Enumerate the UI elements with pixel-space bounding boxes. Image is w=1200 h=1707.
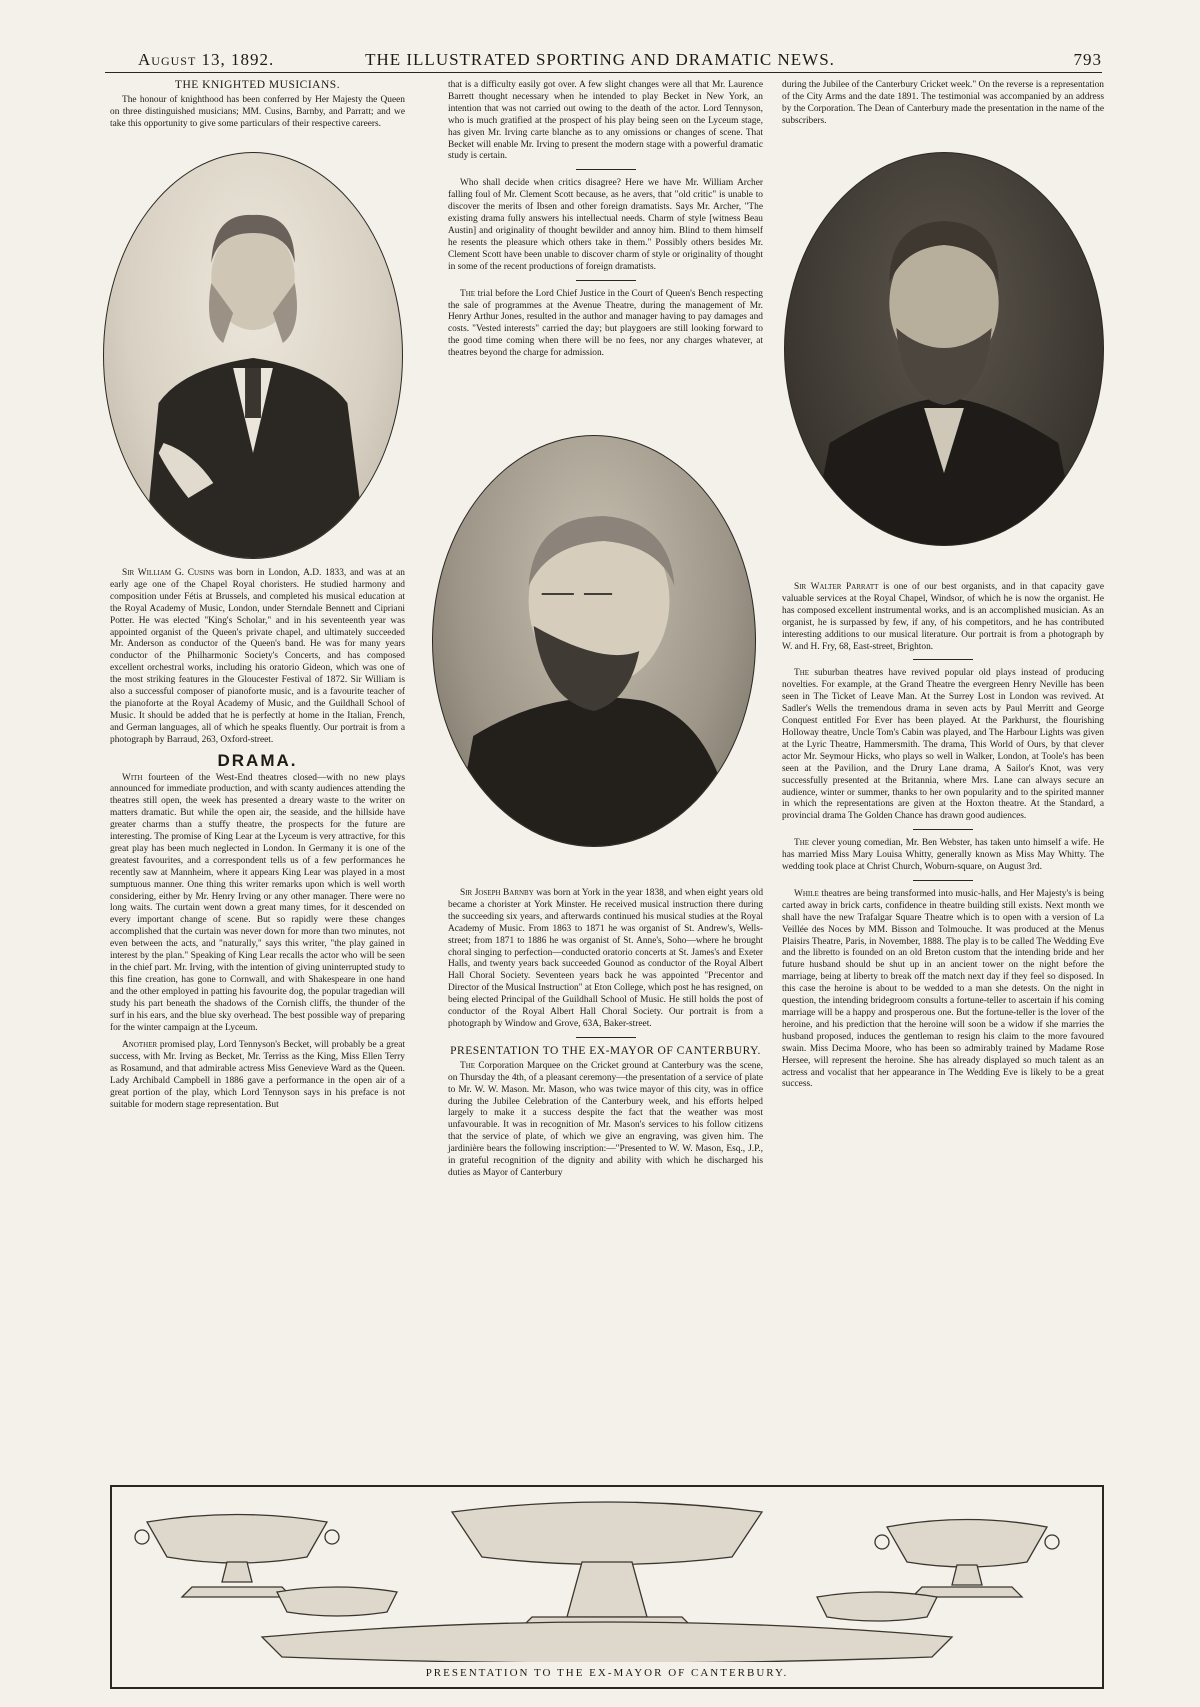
plate-engraving — [112, 1487, 1102, 1662]
column-c-lower — [782, 582, 1104, 1097]
presentation-heading: PRESENTATION TO THE EX-MAYOR OF CANTERBURY. — [450, 1044, 761, 1057]
issue-date: August 13, 1892. — [138, 50, 275, 69]
drama-p2-lead: Another — [122, 1040, 158, 1051]
column-divider — [576, 1037, 636, 1038]
portrait-cusins — [103, 152, 403, 559]
trial-paragraph — [448, 289, 763, 360]
parratt-bio — [782, 582, 1104, 653]
column-b-upper — [448, 80, 763, 366]
critics-paragraph: Who shall decide when critics disagree? Here we have Mr. William Archer falling foul of Mr. Clement Scott because, as he avers, that "old critic" is unable to discover the merits of Ibsen and other foreign dramatists. Says Mr. Archer, "The existing drama fully answers his intellectual needs. Charm of style [witness Beau Austin] and originality of thought bewilder and annoy him. Blind to them himself he resents the pleasure which others take in them." Possibly others besides Mr. Clement Scott have been unable to discover charm of style or originality of thought in some of the recent productions of foreign dramatists. — [448, 178, 763, 272]
parratt-name: Sir Walter Parratt — [794, 582, 879, 592]
becket-continued: that is a difficulty easily got over. A few slight changes were all that Mr. Laurence Barrett thought necessary when he intended to play Becket in New York, an intention that was not carried out owing to the death of the actor. Lord Tennyson, who is much gratified at the prospect of his play being seen on the Lyceum stage, has given Mr. Irving carte blanche as to any omissions or changes of scene. That Becket will enable Mr. Irving to present the modern stage with a powerful dramatic study is certain. — [448, 80, 763, 162]
cusins-name: Sir William G. Cusins — [122, 568, 215, 578]
webster-lead: The — [794, 838, 810, 849]
suburban-lead: The — [794, 668, 810, 679]
webster-body: clever young comedian, Mr. Ben Webster, has taken unto himself a wife. He has married Miss Mary Louisa Whitty, generally known as Miss May Whitty. The wedding took place at Christ Church, Woburn-square, on August 3rd. — [782, 838, 1104, 873]
barnby-name: Sir Joseph Barnby — [460, 888, 534, 898]
presentation-paragraph — [448, 1061, 763, 1180]
cusins-bio — [110, 568, 405, 747]
webster-paragraph — [782, 838, 1104, 874]
wedding-eve-paragraph — [782, 889, 1104, 1091]
parratt-body: is one of our best organists, and in that capacity gave valuable services at the Royal Chapel, Windsor, of which he is now the organist. He has composed excellent instrumental works, and is an accomplished musician. As an organist, he is surpassed by few, if any, of his competitors, and he has contributed interesting additions to our musical literature. Our portrait is from a photograph by W. and H. Fry, 68, East-street, Brighton. — [782, 582, 1104, 652]
knighted-intro: The honour of knighthood has been conferred by Her Majesty the Queen on three distinguished musicians; MM. Cusins, Barnby, and Parratt; and we take this opportunity to give some particulars of their respective careers. — [110, 94, 405, 129]
suburban-paragraph — [782, 668, 1104, 823]
suburban-body: suburban theatres have revived popular old plays instead of producing novelties. For example, at the Grand Theatre the evergreen Henry Neville has been seen in The Ticket of Leave Man. At the Surrey Lost in London was revived. At Sadler's Wells the tremendous drama in seven acts by Paul Merritt and George Conquest entitled For Ever has been played. At the Parkhurst, the flourishing Holloway theatre, Uncle Tom's Cabin was played, and The Harbour Lights was given at the Lyric Theatre, Hammersmith. The drama, This World of Ours, by that clever actor Mr. Seymour Hicks, who plays so well in Walker, London, at Toole's has been seen at the Pavilion, and the Drury Lane drama, A Sailor's Knot, was very successfully presented at the Britannia, where Mrs. Lane can always secure an audience, winter or summer, thanks to her own popularity and to the spirited manner in which the representations are given at the Hoxton theatre. At the Standard, a provincial drama The Golden Chance has drawn good audiences. — [782, 668, 1104, 822]
publication-title: THE ILLUSTRATED SPORTING AND DRAMATIC NEWS. — [365, 50, 835, 69]
drama-p1-body: fourteen of the West-End theatres closed—with no new plays announced for immediate production, and with scanty audiences attending the theatres still open, the week has presented a dreary waste to the writer on matters dramatic. But while the open air, the seaside, and the hillside have greater charms than a stuffy theatre, the prospects for the future are interesting. The promise of King Lear at the Lyceum is very attractive, for this great play has been much neglected in London. In Germany it is one of the greatest favourites, and a correspondent tells us of a few performances he recently saw at Mannheim, where it appears King Lear was played in a most sumptuous manner. One thing this writer remarks upon which is well worth considering, either by Mr. Henry Irving or any other manager. There were no long waits. The curtain went down a great many times, for it descended on every important change of scene. But so rapidly were these changes accomplished that the curtain was never down for more than two minutes, not even between the acts, and "naturally," says this writer, "the play gained in interest by the plan." Speaking of King Lear recalls the actor who will be seen in the chief part. Mr. Irving, with the intention of giving uninterrupted study to this fine creation, has gone to Cornwall, and with Shakespeare in one hand and the other employed in patting his favourite dog, the popular tragedian will study his part beneath the shadows of the Cornish cliffs, the thunder of the surf in his ears, and the blue sky overhead. The best possible way of preparing for the winter campaign at the Lyceum. — [110, 772, 405, 1033]
trial-lead: The — [460, 288, 476, 299]
wedding-eve-body: theatres are being transformed into music-halls, and Her Majesty's is being carted away in brick carts, confidence in theatre building still exists. Next month we shall have the new Trafalgar Square Theatre which is to open with a version of La Veillée des Noces by MM. Bisson and Tolmouche. It was produced at the Menus Plaisirs Theatre, Paris, in November, 1888. The play is to be called The Wedding Eve and the libretto is founded on an old Breton custom that the intending bride and her future husband should be shut up in an ancient tower on the night before the marriage, being at liberty to break off the match next day if they feel so disposed. In this case the heroine is about to be wedded to a man she detests. On the night in question, the intending bridegroom consults a fortune-teller to ascertain if his coming marriage will be a happy and prosperous one. But the fortune-teller is the lover of the heroine, and his prediction that the heroine will soon be a widow if she marries the husband proposed, induces the gentleman to resign his claim to the more favoured swain. Miss Decima Moore, who has been so admirably trained by Madame Rose Hersee, will represent the heroine. She has already displayed so much talent as an actress and vocalist that her appearance in The Wedding Eve is likely to be a great success. — [782, 888, 1104, 1090]
column-b-lower — [448, 888, 763, 1186]
drama-paragraph-2 — [110, 1040, 405, 1111]
column-c-upper — [782, 80, 1104, 134]
drama-p1-lead: With — [122, 772, 143, 783]
header-rule — [105, 72, 1102, 73]
presentation-body: Corporation Marquee on the Cricket ground at Canterbury was the scene, on Thursday the 4th, of a pleasant ceremony—the presentation of a service of plate to Mr. W. W. Mason. Mr. Mason, who was twice mayor of this city, was in office during the Jubilee Celebration of the Canterbury week, and his efforts helped largely to make it a success despite the fact that the weather was most unfavourable. It was in recognition of Mr. Mason's services to his follow citizens that the service of plate, of which we give an engraving, was given him. The jardinière bears the following inscription:—"Presented to W. W. Mason, Esq., J.P., in grateful recognition of the dignity and ability with which he discharged his duties as Mayor of Canterbury — [448, 1060, 763, 1178]
drama-paragraph-1 — [110, 773, 405, 1035]
column-divider — [913, 659, 973, 660]
wedding-eve-lead: While — [794, 888, 819, 899]
column-divider — [576, 169, 636, 170]
column-divider — [913, 829, 973, 830]
knighted-heading: THE KNIGHTED MUSICIANS. — [174, 79, 341, 91]
trial-body: trial before the Lord Chief Justice in the Court of Queen's Bench respecting the sale of programmes at the Avenue Theatre, during the management of Mr. Henry Arthur Jones, resulted in the author and manager having to pay damages and costs. "Vested interests" carried the day; but playgoers are still looking forward to the good time coming when there will be no fees, nor any charges whatever, at theatres beyond the charge for admission. — [448, 288, 763, 359]
presentation-lead: The — [460, 1060, 476, 1071]
portrait-parratt — [784, 152, 1104, 546]
cusins-body: was born in London, A.D. 1833, and was at an early age one of the Chapel Royal choristers. He studied harmony and composition under Fétis at Brussels, and completed his musical education at the Royal Academy of Music, London, under Sterndale Bennett and Cipriani Potter. He was elected "King's Scholar," and in his seventeenth year was appointed organist of the Queen's private chapel, and ultimately succeeded Mr. Anderson as conductor of the Queen's band. He was for many years conductor of the Philharmonic Society's Concerts, and has composed excellent orchestral works, including his oratorio Gideon, which was one of the most striking features in the Gloucester Festival of 1872. Sir William is also a successful composer of pianoforte music, and is a favourite teacher of the pianoforte at the Royal Academy of Music, and the Guildhall School of Music. It should be added that he is perfectly at home in the Italian, French, and German languages, all of which he speaks fluently. Our portrait is from a photograph by Barraud, 263, Oxford-street. — [110, 568, 405, 745]
page-number: 793 — [1073, 50, 1102, 69]
column-divider — [576, 280, 636, 281]
presentation-continued: during the Jubilee of the Canterbury Cricket week." On the reverse is a representation of the City Arms and the date 1891. The testimonial was accompanied by an address by the Corporation. The Dean of Canterbury made the presentation in the name of the subscribers. — [782, 80, 1104, 126]
barnby-bio — [448, 888, 763, 1031]
column-a-lower — [110, 568, 405, 1118]
barnby-body: was born at York in the year 1838, and when eight years old became a chorister at York Minster. He received musical instruction there during the succeeding six years, and afterwards continued his musical studies at the Royal Academy of Music. From 1863 to 1871 he was organist of St. Andrew's, Wells-street; from 1871 to 1886 he was organist of St. Anne's, Soho—where he brought choral singing to perfection—conducted oratorio concerts at St. James's and Exeter Halls, and twenty years back succeeded Gounod as conductor of the Royal Albert Hall Choral Society. Seventeen years back he was appointed "Precentor and Director of the Musical Instruction" at Eton College, which post he has resigned, on being elected Principal of the Guildhall School of Music. He still holds the post of conductor of the Royal Albert Hall Choral Society. Our portrait is from a photograph by Window and Grove, 63A, Baker-street. — [448, 888, 764, 1029]
drama-heading: DRAMA. — [217, 750, 298, 770]
plate-caption: PRESENTATION TO THE EX-MAYOR OF CANTERBURY. — [425, 1667, 789, 1679]
column-divider — [913, 880, 973, 881]
portrait-barnby — [432, 435, 756, 847]
silver-plate-illustration — [110, 1485, 1104, 1689]
drama-p2-body: promised play, Lord Tennyson's Becket, will probably be a great success, with Mr. Irving as Becket, Mr. Terriss as the King, Miss Ellen Terry as Rosamund, and that admirable actress Miss Genevieve Ward as the Queen. Lady Archibald Campbell in 1886 gave a performance in the open air of a great portion of the play, which Lord Tennyson says in his preface is not suitable for modern stage representation. But — [110, 1040, 405, 1110]
knighted-musicians-section — [110, 80, 405, 137]
